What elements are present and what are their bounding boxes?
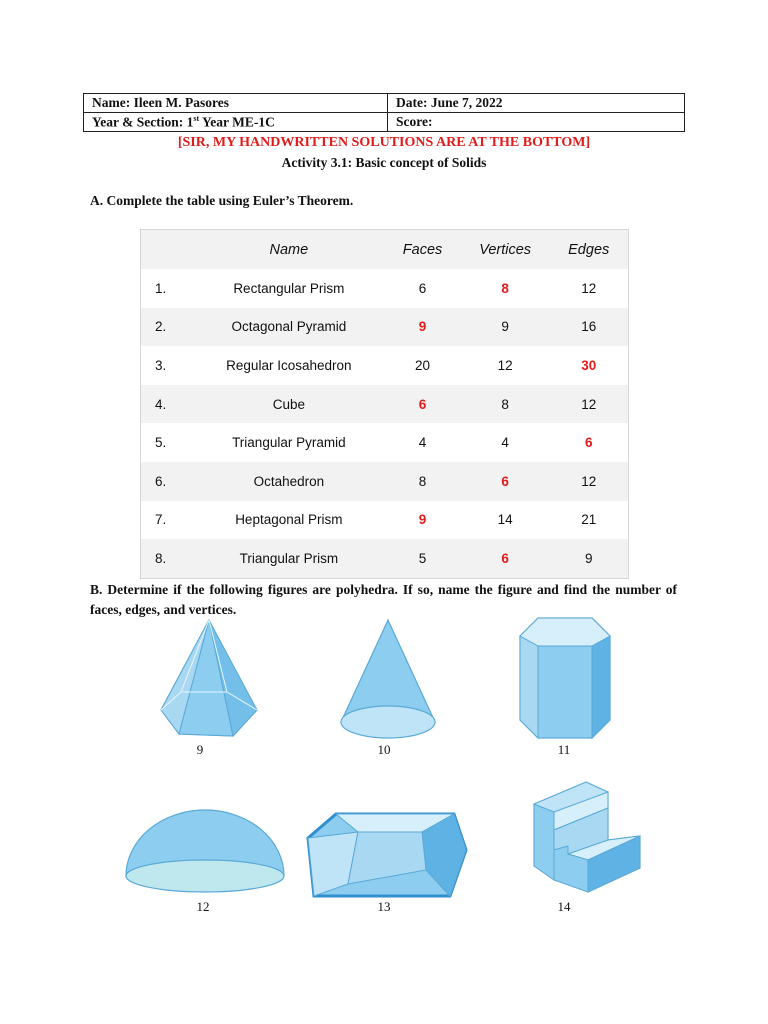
faces-count: 8 (384, 462, 461, 501)
edges-count: 21 (549, 501, 628, 540)
hexagonal-pyramid-icon (157, 618, 261, 742)
col-name-header: Name (193, 230, 384, 270)
row-number: 6. (141, 462, 194, 501)
table-row (141, 385, 629, 424)
faces-count: 5 (384, 539, 461, 578)
beveled-slab-icon (304, 810, 470, 900)
row-number: 7. (141, 501, 194, 540)
solid-name: Triangular Prism (193, 539, 384, 578)
edges-count: 6 (549, 423, 628, 462)
cone-icon (338, 618, 438, 742)
table-row (141, 539, 629, 578)
figure-label-10: 10 (377, 742, 391, 757)
solid-name: Octahedron (193, 462, 384, 501)
submission-date: Date: June 7, 2022 (388, 94, 685, 113)
solid-name: Octagonal Pyramid (193, 308, 384, 347)
euler-table-header (141, 230, 629, 270)
col-vertices-header: Vertices (461, 230, 550, 270)
vertices-count: 6 (461, 462, 550, 501)
row-number: 5. (141, 423, 194, 462)
vertices-count: 9 (461, 308, 550, 347)
table-row (141, 423, 629, 462)
table-row (141, 269, 629, 308)
edges-count: 12 (549, 462, 628, 501)
edges-count: 12 (549, 269, 628, 308)
row-number: 4. (141, 385, 194, 424)
figure-label-13: 13 (377, 899, 391, 914)
table-row (141, 501, 629, 540)
table-row (141, 308, 629, 347)
vertices-count: 8 (461, 385, 550, 424)
faces-count: 4 (384, 423, 461, 462)
hexagonal-prism-icon (516, 616, 612, 742)
year-section: Year & Section: 1st Year ME-1C (84, 113, 388, 132)
row-number: 3. (141, 346, 194, 385)
row-number: 2. (141, 308, 194, 347)
faces-count: 6 (384, 269, 461, 308)
student-name: Name: Ileen M. Pasores (84, 94, 388, 113)
stair-solid-icon (528, 780, 644, 896)
part-a-instruction: A. Complete the table using Euler’s Theorem. (90, 193, 354, 208)
figure-label-9: 9 (196, 742, 204, 757)
faces-count: 9 (384, 501, 461, 540)
vertices-count: 4 (461, 423, 550, 462)
faces-count: 6 (384, 385, 461, 424)
col-edges-header: Edges (549, 230, 628, 270)
solid-name: Triangular Pyramid (193, 423, 384, 462)
edges-count: 30 (549, 346, 628, 385)
figure-label-12: 12 (196, 899, 210, 914)
col-faces-header: Faces (384, 230, 461, 270)
student-info-table (83, 93, 685, 132)
faces-count: 9 (384, 308, 461, 347)
handwritten-note: [SIR, MY HANDWRITTEN SOLUTIONS ARE AT THE BOTTOM] (177, 135, 591, 150)
edges-count: 12 (549, 385, 628, 424)
vertices-count: 12 (461, 346, 550, 385)
row-number: 1. (141, 269, 194, 308)
vertices-count: 8 (461, 269, 550, 308)
figure-label-14: 14 (557, 899, 571, 914)
solid-name: Cube (193, 385, 384, 424)
score-field: Score: (388, 113, 685, 132)
solid-name: Rectangular Prism (193, 269, 384, 308)
edges-count: 16 (549, 308, 628, 347)
col-number-header (141, 230, 194, 270)
figure-label-11: 11 (557, 742, 571, 757)
solid-name: Heptagonal Prism (193, 501, 384, 540)
edges-count: 9 (549, 539, 628, 578)
euler-table (140, 229, 629, 579)
vertices-count: 14 (461, 501, 550, 540)
hemisphere-icon (123, 808, 287, 896)
faces-count: 20 (384, 346, 461, 385)
activity-title: Activity 3.1: Basic concept of Solids (281, 155, 487, 170)
vertices-count: 6 (461, 539, 550, 578)
table-row (141, 462, 629, 501)
table-row (141, 346, 629, 385)
part-b-instruction: B. Determine if the following figures are polyhedra. If so, name the figure and find the number of faces, edges, and vertices. (90, 582, 677, 617)
row-number: 8. (141, 539, 194, 578)
solid-name: Regular Icosahedron (193, 346, 384, 385)
